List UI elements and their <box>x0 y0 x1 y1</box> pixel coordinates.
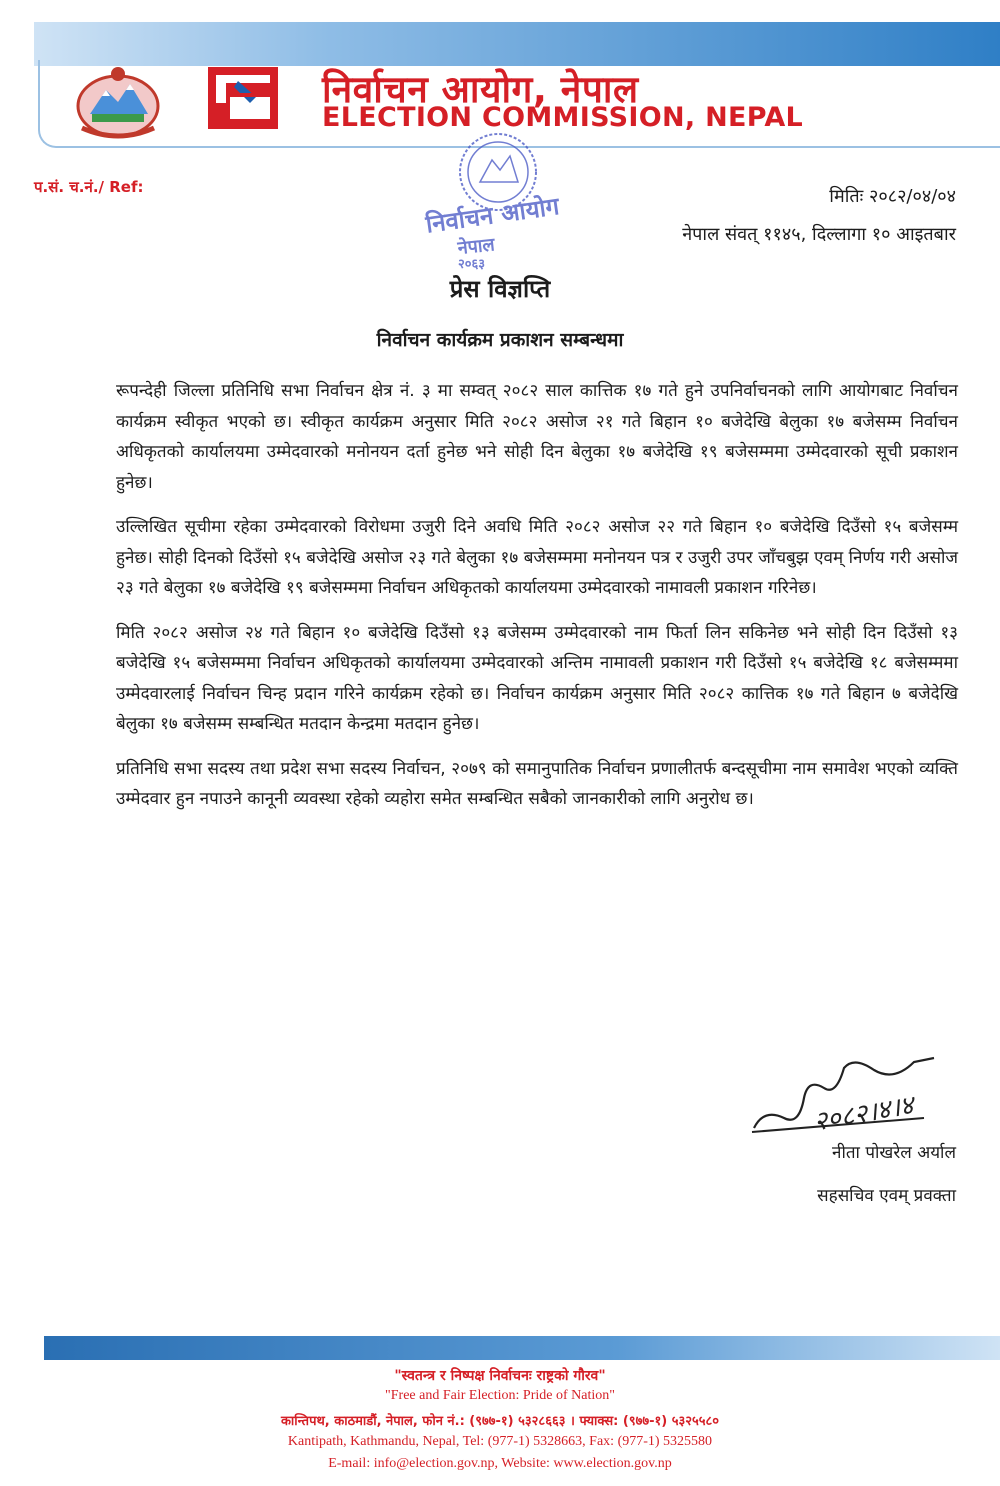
signatory-designation: सहसचिव एवम् प्रवक्ता <box>817 1186 956 1206</box>
footer-address-english: Kantipath, Kathmandu, Nepal, Tel: (977-1) 5328663, Fax: (977-1) 5325580 <box>287 1434 713 1449</box>
footer-address-nepali: कान्तिपथ, काठमाडौं, नेपाल, फोन नं.: (९७७-१) ५३२८६६३ । फ्याक्स: (९७७-१) ५३२५५८० <box>280 1414 720 1429</box>
press-release-title: प्रेस विज्ञप्ति <box>449 275 551 303</box>
svg-text:२०८२।४।४: २०८२।४।४ <box>811 1090 916 1138</box>
signatory-name: नीता पोखरेल अर्याल <box>832 1143 956 1163</box>
issue-date: मितिः २०८२/०४/०४ <box>829 186 956 207</box>
press-release-subject: निर्वाचन कार्यक्रम प्रकाशन सम्बन्धमा <box>376 329 624 351</box>
nepal-samvat-date: नेपाल संवत् ११४५, दिल्लागा १० आइतबार <box>682 224 956 245</box>
body-paragraph: उल्लिखित सूचीमा रहेका उम्मेदवारको विरोधमा उजुरी दिने अवधि मिति २०८२ असोज २२ गते बिहान १० बजेदेखि दिउँसो १५ बजेसम्म हुनेछ। सोही दिनको दिउँसो १५ बजेदेखि असोज २३ गते बेलुका १७ बजेसम्ममा मनोनयन पत्र र उजुरी उपर जाँचबुझ एवम् निर्णय गरी असोज २३ गते बेलुका १७ बजेदेखि १९ बजेसम्ममा निर्वाचन अधिकृतको कार्यालयमा उम्मेदवारको नामावली प्रकाशन गरिनेछ। <box>116 517 958 598</box>
footer-slogan-nepali: "स्वतन्त्र र निष्पक्ष निर्वाचनः राष्ट्रको गौरव" <box>394 1368 606 1384</box>
nepal-emblem-icon <box>68 62 168 144</box>
svg-text:२०६३: २०६३ <box>458 257 486 270</box>
organization-title-nepali: निर्वाचन आयोग, नेपाल <box>322 68 639 111</box>
reference-label: प.सं. च.नं./ Ref: <box>34 178 144 196</box>
footer-band <box>44 1336 1000 1360</box>
body-paragraph: रूपन्देही जिल्ला प्रतिनिधि सभा निर्वाचन क्षेत्र नं. ३ मा सम्वत् २०८२ साल कात्तिक १७ गते हुने उपनिर्वाचनको लागि आयोगबाट निर्वाचन कार्यक्रम स्वीकृत भएको छ। स्वीकृत कार्यक्रम अनुसार मिति २०८२ असोज २१ गते बिहान १० बजेदेखि बेलुका १७ बजेसम्म निर्वाचन अधिकृतको कार्यालयमा उम्मेदवारको मनोनयन दर्ता हुनेछ भने सोही दिन बेलुका १७ बजेदेखि १९ बजेसम्ममा उम्मेदवारको सूची प्रकाशन हुनेछ। <box>116 381 958 493</box>
svg-text:नेपाल: नेपाल <box>456 234 496 260</box>
election-commission-logo-icon <box>208 67 278 129</box>
svg-text:निर्वाचन आयोग: निर्वाचन आयोग <box>424 192 561 239</box>
organization-title-english: ELECTION COMMISSION, NEPAL <box>322 102 804 133</box>
handwritten-signature <box>744 1048 966 1148</box>
body-paragraph: प्रतिनिधि सभा सदस्य तथा प्रदेश सभा सदस्य निर्वाचन, २०७९ को समानुपातिक निर्वाचन प्रणालीतर्फ बन्दसूचीमा नाम समावेश भएको व्यक्ति उम्मेदवार हुन नपाउने कानूनी व्यवस्था रहेको व्यहोरा समेत सम्बन्धित सबैको जानकारीको लागि अनुरोध छ। <box>116 758 958 809</box>
footer-contact-web: E-mail: info@election.gov.np, Website: www.election.gov.np <box>328 1456 672 1471</box>
body-paragraph: मिति २०८२ असोज २४ गते बिहान १० बजेदेखि दिउँसो १३ बजेसम्म उम्मेदवारको नाम फिर्ता लिन सकिनेछ भने सोही दिन दिउँसो १३ बजेदेखि १५ बजेसम्ममा निर्वाचन अधिकृतको कार्यालयमा उम्मेदवारको अन्तिम नामावली प्रकाशन गरी दिउँसो १५ बजेदेखि १८ बजेसम्ममा उम्मेदवारलाई निर्वाचन चिन्ह प्रदान गरिने कार्यक्रम रहेको छ। निर्वाचन कार्यक्रम अनुसार मिति २०८२ कात्तिक १७ गते बिहान ७ बजेदेखि बेलुका १७ बजेसम्म सम्बन्धित मतदान केन्द्रमा मतदान हुनेछ। <box>116 622 958 734</box>
press-release-body <box>116 376 958 829</box>
footer-slogan-english: "Free and Fair Election: Pride of Nation" <box>385 1388 615 1403</box>
official-seal-stamp <box>418 120 568 270</box>
